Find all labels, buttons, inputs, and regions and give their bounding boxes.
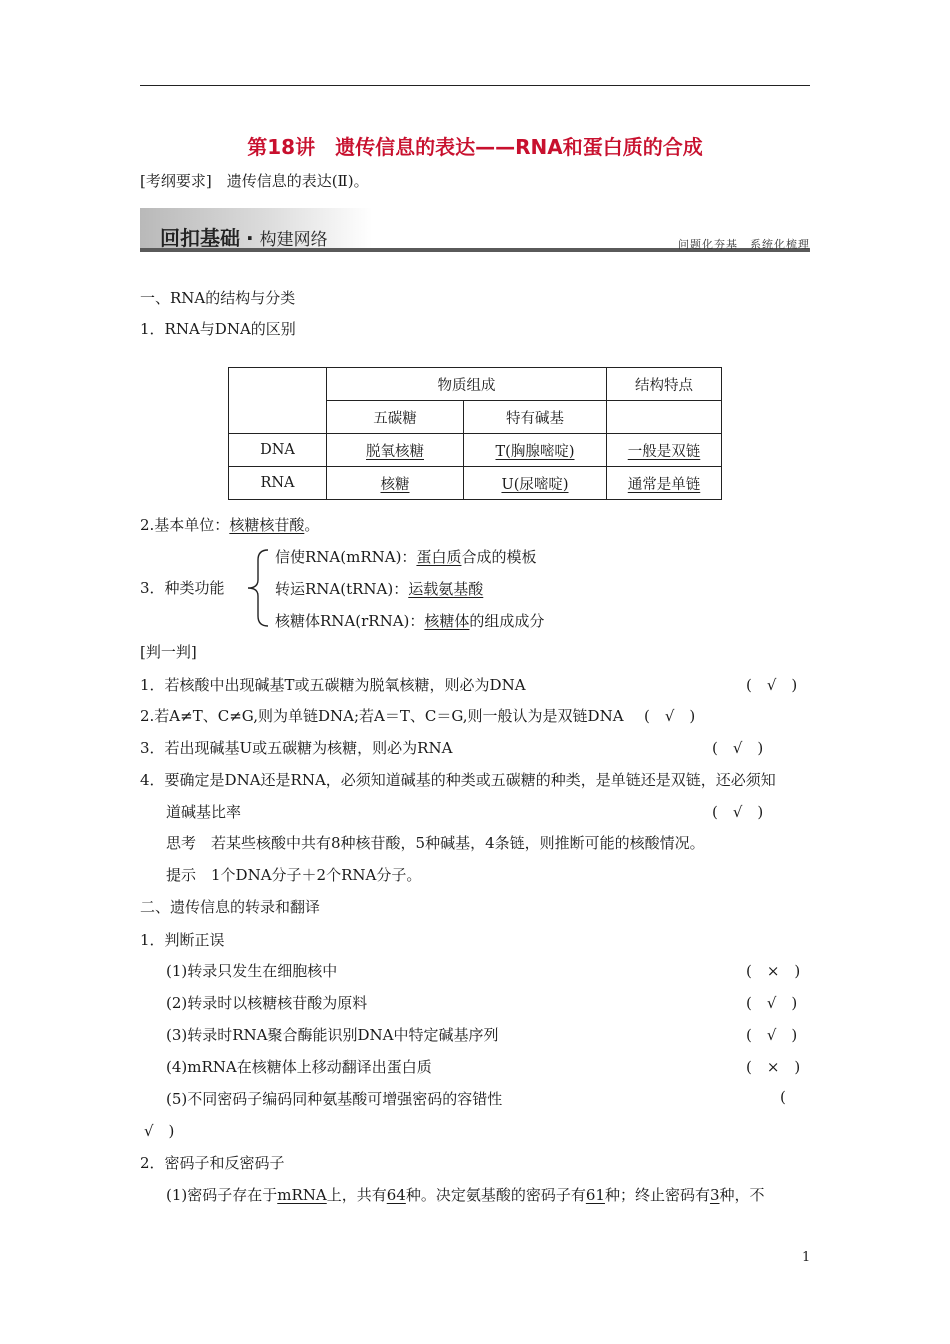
banner-sub-text: 构建网络 — [259, 230, 328, 250]
judgment-4: (4)mRNA在核糖体上移动翻译出蛋白质 — [166, 1058, 432, 1076]
table-header-structure: 结构特点 — [607, 368, 722, 401]
codon-answer: 3 — [709, 1186, 720, 1204]
item2-prefix: 2.基本单位： — [140, 516, 230, 534]
judgment-mark-5-open: ( — [780, 1088, 786, 1106]
table-header-base: 特有碱基 — [464, 401, 607, 434]
banner-title — [160, 222, 328, 251]
judge-heading: [判一判] — [140, 643, 197, 661]
judgment-2: (2)转录时以核糖核苷酸为原料 — [166, 994, 368, 1012]
banner-dot: · — [246, 226, 254, 250]
hint-text: 提示 1个DNA分子＋2个RNA分子。 — [166, 866, 422, 884]
page-title: 第18讲 遗传信息的表达——RNA和蛋白质的合成 — [247, 135, 703, 159]
judgment-mark-5-rest: √ ) — [144, 1122, 175, 1140]
type-answer: 核糖体 — [424, 612, 470, 630]
type-answer: 运载氨基酸 — [408, 580, 484, 598]
section2-item2: 2．密码子和反密码子 — [140, 1154, 285, 1172]
judge-mark-2: ( √ ) — [644, 707, 696, 725]
codon-text: 上，共有 — [326, 1186, 387, 1204]
table-cell-sugar: 核糖 — [380, 476, 410, 493]
banner-right-text: 问题化夯基 系统化梳理 — [678, 238, 810, 251]
table-cell-base: U(尿嘧啶) — [501, 476, 569, 493]
type-label: 信使RNA(mRNA)： — [275, 548, 417, 566]
codon-answer: mRNA — [277, 1186, 327, 1204]
rna-dna-comparison-table — [228, 367, 722, 500]
judgment-3: (3)转录时RNA聚合酶能识别DNA中特定碱基序列 — [166, 1026, 499, 1044]
section1-item1: 1．RNA与DNA的区别 — [140, 320, 296, 338]
rna-type-rrna — [275, 610, 544, 631]
rna-type-trna — [275, 578, 483, 599]
judge-item-4: 4．要确定是DNA还是RNA，必须知道碱基的种类或五碳糖的种类，是单链还是双链，还必须知 — [140, 771, 776, 789]
judgment-mark-4: ( × ) — [746, 1058, 801, 1076]
banner-main-text: 回扣基础 — [160, 226, 240, 250]
codon-text: 种；终止密码有 — [604, 1186, 710, 1204]
section-banner — [140, 208, 810, 254]
judgment-mark-2: ( √ ) — [746, 994, 798, 1012]
type-suffix: 合成的模板 — [461, 548, 537, 566]
item2-answer: 核糖核苷酸 — [229, 516, 305, 534]
table-header-empty — [607, 401, 722, 434]
codon-line — [166, 1184, 765, 1205]
judge-mark-3: ( √ ) — [712, 739, 764, 757]
rna-type-mrna — [275, 546, 536, 567]
header-rule — [140, 85, 810, 86]
table-cell-structure: 通常是单链 — [627, 476, 701, 493]
section2-heading: 二、遗传信息的转录和翻译 — [140, 898, 321, 916]
table-row — [229, 467, 722, 500]
type-answer: 蛋白质 — [416, 548, 462, 566]
table-header-sugar: 五碳糖 — [327, 401, 464, 434]
exam-requirement: [考纲要求] 遗传信息的表达(Ⅱ)。 — [140, 172, 369, 190]
judge-item-1: 1．若核酸中出现碱基T或五碳糖为脱氧核糖，则必为DNA — [140, 676, 526, 694]
judgment-mark-3: ( √ ) — [746, 1026, 798, 1044]
table-corner-cell — [229, 368, 327, 434]
type-label: 核糖体RNA(rRNA)： — [275, 612, 425, 630]
codon-answer: 64 — [386, 1186, 406, 1204]
think-text: 思考 若某些核酸中共有8种核苷酸，5种碱基，4条链，则推断可能的核酸情况。 — [166, 834, 705, 852]
table-row — [229, 434, 722, 467]
table-cell-sugar: 脱氧核糖 — [366, 443, 424, 460]
codon-answer: 61 — [585, 1186, 605, 1204]
codon-text: 种，不 — [719, 1186, 765, 1204]
section1-heading: 一、RNA的结构与分类 — [140, 289, 296, 307]
judgment-5: (5)不同密码子编码同种氨基酸可增强密码的容错性 — [166, 1090, 503, 1108]
judge-mark-4: ( √ ) — [712, 803, 764, 821]
judge-mark-1: ( √ ) — [746, 676, 798, 694]
table-cell-name: RNA — [229, 467, 327, 500]
item2-suffix: 。 — [304, 516, 320, 534]
judge-item-4-cont: 道碱基比率 — [166, 803, 242, 821]
section1-item3-label: 3．种类功能 — [140, 579, 225, 597]
judgment-1: (1)转录只发生在细胞核中 — [166, 962, 338, 980]
table-cell-base: T(胸腺嘧啶) — [495, 443, 575, 460]
table-header-substance: 物质组成 — [327, 368, 607, 401]
judge-item-3: 3．若出现碱基U或五碳糖为核糖，则必为RNA — [140, 739, 453, 757]
codon-text: (1)密码子存在于 — [166, 1186, 278, 1204]
section2-item1: 1．判断正误 — [140, 931, 225, 949]
judge-item-2: 2.若A≠T、C≠G,则为单链DNA;若A＝T、C＝G,则一般认为是双链DNA — [140, 707, 624, 725]
curly-brace-icon — [242, 548, 272, 628]
type-label: 转运RNA(tRNA)： — [275, 580, 409, 598]
table-cell-structure: 一般是双链 — [627, 443, 701, 460]
section1-item2 — [140, 514, 319, 535]
judgment-mark-1: ( × ) — [746, 962, 801, 980]
type-suffix: 的组成成分 — [469, 612, 545, 630]
codon-text: 种。决定氨基酸的密码子有 — [405, 1186, 586, 1204]
page-number: 1 — [802, 1250, 811, 1265]
table-cell-name: DNA — [229, 434, 327, 467]
